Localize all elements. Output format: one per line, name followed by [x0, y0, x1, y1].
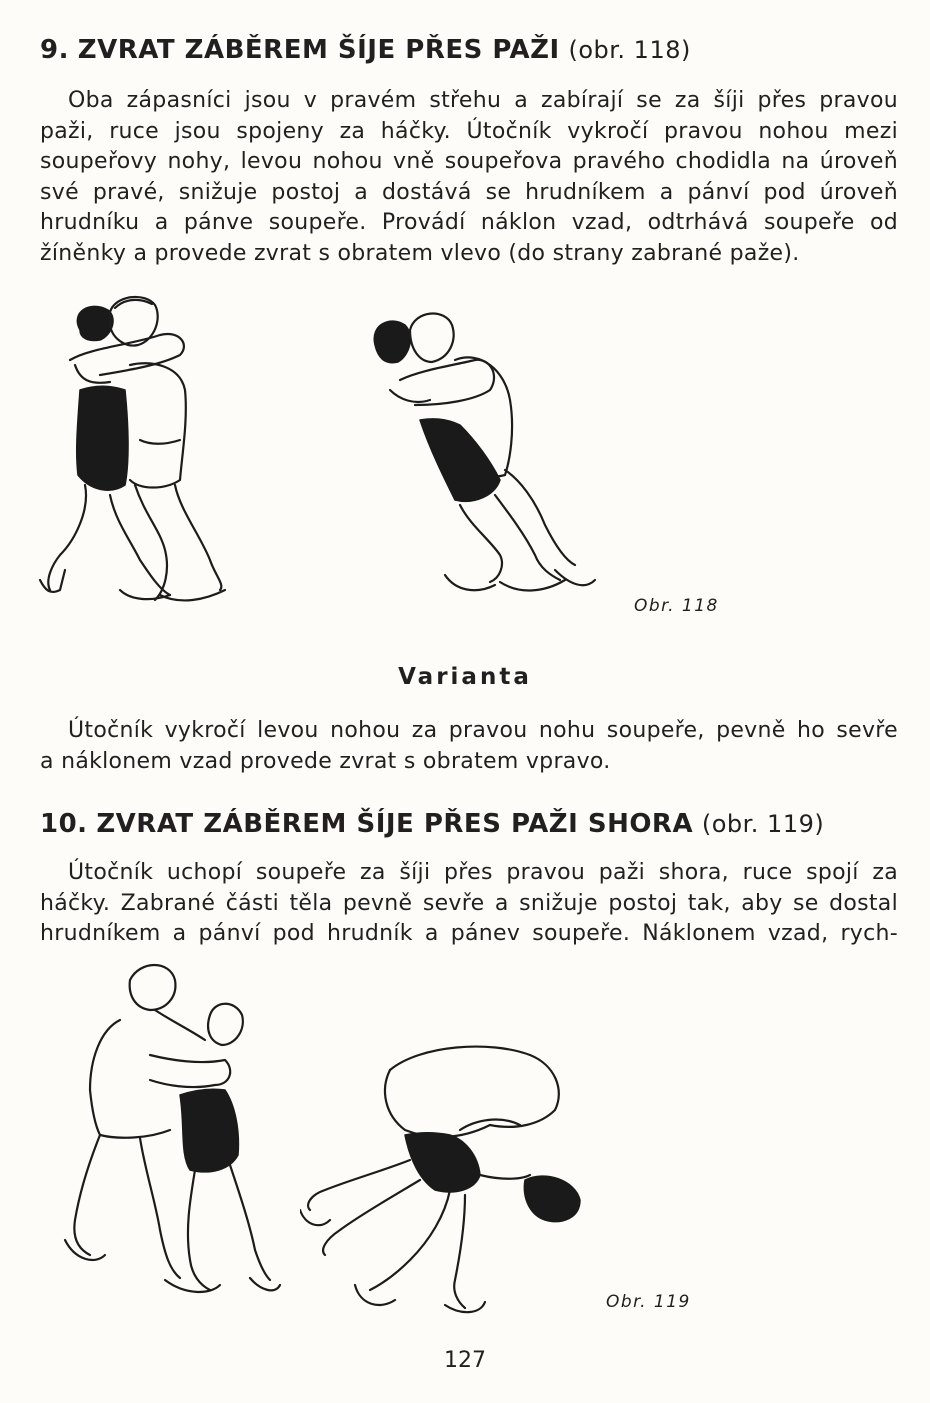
paragraph-line: Oba zápasníci jsou v pravém střehu a zabírají se za šíji přes pravou — [68, 88, 898, 113]
paragraph-line: a náklonem vzad provede zvrat s obratem vpravo. — [40, 748, 611, 774]
section-9-figure-ref: (obr. 118) — [568, 36, 691, 64]
section-10-figure-ref: (obr. 119) — [701, 810, 825, 838]
figure-119-caption: Obr. 119 — [606, 1292, 691, 1312]
paragraph-line: Útočník vykročí levou nohou za pravou nohu soupeře, pevně ho sevře — [68, 718, 898, 743]
paragraph-line: žíněnky a provede zvrat s obratem vlevo (do strany zabrané paže). — [40, 240, 800, 266]
variant-paragraph — [40, 716, 898, 777]
paragraph-line: hrudníkem a pánví pod hrudník a pánev soupeře. Náklonem vzad, rych- — [40, 921, 898, 946]
figure-119-right-illustration — [300, 1030, 600, 1320]
section-10-heading — [40, 808, 824, 840]
paragraph-line: soupeřovy nohy, levou nohou vně soupeřova pravého chodidla na úroveň — [40, 149, 898, 174]
section-9-paragraph — [40, 86, 898, 269]
figure-119-left-illustration — [60, 960, 290, 1320]
section-9-number: 9. — [40, 35, 69, 65]
paragraph-line: Útočník uchopí soupeře za šíji přes pravou paži shora, ruce spojí za — [68, 860, 898, 885]
paragraph-line: své pravé, snižuje postoj a dostává se hrudníkem a pánví pod úroveň — [40, 179, 898, 205]
section-10-paragraph — [40, 858, 898, 950]
paragraph-line: paži, ruce jsou spojeny za háčky. Útočník vykročí pravou nohou mezi — [40, 118, 898, 144]
section-10-number: 10. — [40, 809, 88, 839]
section-10-title: ZVRAT ZÁBĚREM ŠÍJE PŘES PAŽI SHORA — [96, 809, 694, 839]
figure-118-caption: Obr. 118 — [634, 596, 719, 616]
paragraph-line: hrudníku a pánve soupeře. Provádí náklon vzad, odtrhává soupeře od — [40, 210, 898, 235]
variant-heading: Varianta — [398, 664, 532, 690]
figure-118-left-illustration — [30, 290, 250, 620]
page-number: 127 — [444, 1348, 486, 1373]
figure-118-right-illustration — [360, 300, 600, 610]
paragraph-line: háčky. Zabrané části těla pevně sevře a snižuje postoj tak, aby se dostal — [40, 890, 898, 916]
section-9-heading — [40, 34, 691, 66]
section-9-title: ZVRAT ZÁBĚREM ŠÍJE PŘES PAŽI — [77, 35, 560, 65]
